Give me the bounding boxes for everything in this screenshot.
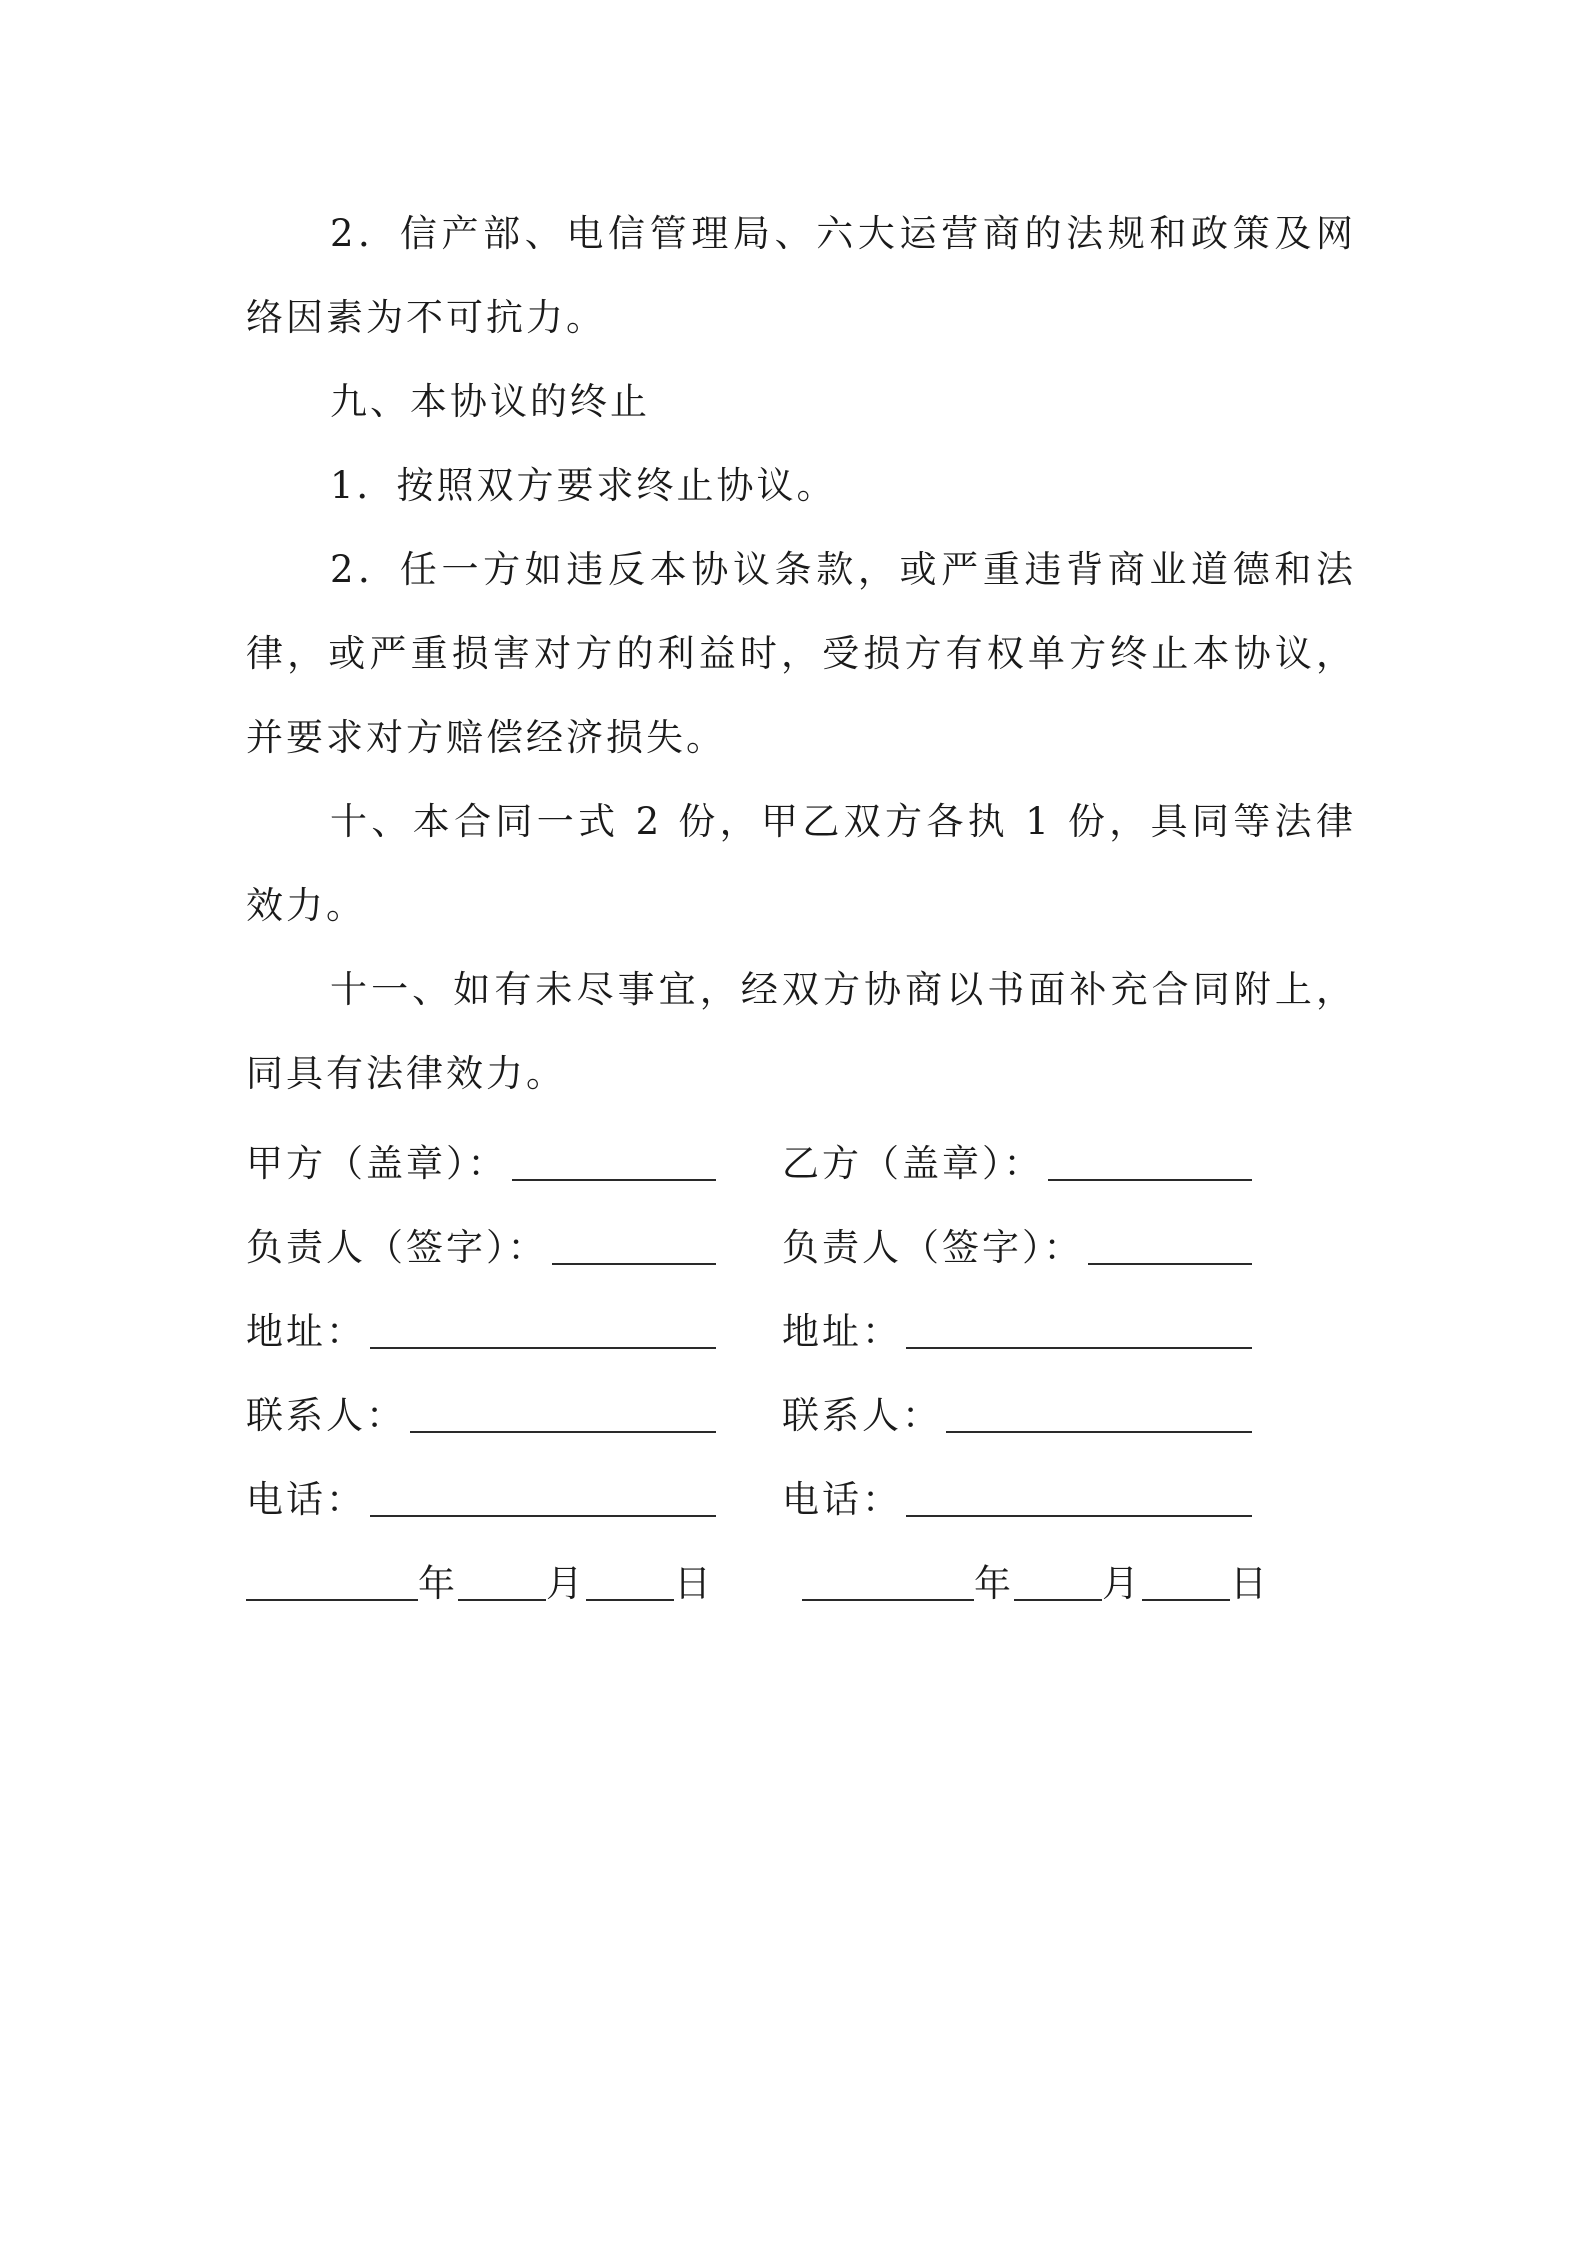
party-a-phone-blank	[370, 1475, 716, 1517]
party-b-person-label: 负责人（签字）：	[782, 1226, 1084, 1269]
party-b-date	[802, 1538, 1272, 1622]
signature-row-phone	[246, 1454, 1356, 1538]
party-a-phone-label: 电话：	[246, 1478, 366, 1521]
party-b-day-label: 日	[1230, 1562, 1270, 1605]
party-a-day-blank	[586, 1559, 674, 1601]
party-a-seal	[246, 1118, 716, 1202]
party-b-day-blank	[1142, 1559, 1230, 1601]
party-a-person-blank	[552, 1223, 717, 1265]
party-b-address-label: 地址：	[782, 1310, 902, 1353]
party-b-address-blank	[906, 1307, 1252, 1349]
paragraph-termination-1: 1．按照双方要求终止协议。	[330, 464, 837, 507]
party-a-date	[246, 1538, 716, 1622]
party-a-month-blank	[458, 1559, 546, 1601]
party-a-month-label: 月	[546, 1562, 586, 1605]
signature-row-contact	[246, 1370, 1356, 1454]
signature-row-person	[246, 1202, 1356, 1286]
party-b-phone-label: 电话：	[782, 1478, 902, 1521]
party-b-phone-blank	[906, 1475, 1252, 1517]
party-a-person	[246, 1202, 716, 1286]
signature-row-address	[246, 1286, 1356, 1370]
heading-termination: 九、本协议的终止	[330, 380, 650, 423]
party-a-address	[246, 1286, 716, 1370]
paragraph-supplement: 十一、如有未尽事宜，经双方协商以书面补充合同附上，同具有法律效力。	[246, 968, 1356, 1095]
party-b-seal-label: 乙方（盖章）：	[782, 1142, 1044, 1185]
signature-block	[246, 1118, 1356, 1622]
party-b-seal-blank	[1048, 1139, 1253, 1181]
party-b-person-blank	[1088, 1223, 1253, 1265]
signature-row-seal	[246, 1118, 1356, 1202]
party-a-person-label: 负责人（签字）：	[246, 1226, 548, 1269]
party-a-day-label: 日	[674, 1562, 714, 1605]
party-b-contact-blank	[946, 1391, 1252, 1433]
party-b-address	[782, 1286, 1252, 1370]
party-a-address-label: 地址：	[246, 1310, 366, 1353]
party-b-contact	[782, 1370, 1252, 1454]
paragraph-force-majeure: 2．信产部、电信管理局、六大运营商的法规和政策及网络因素为不可抗力。	[246, 212, 1356, 339]
party-a-year-blank	[246, 1559, 418, 1601]
paragraph-copies: 十、本合同一式 2 份，甲乙双方各执 1 份，具同等法律效力。	[246, 800, 1356, 927]
party-b-phone	[782, 1454, 1252, 1538]
party-b-year-label: 年	[974, 1562, 1014, 1605]
party-a-seal-label: 甲方（盖章）：	[246, 1142, 508, 1185]
party-b-year-blank	[802, 1559, 974, 1601]
party-b-month-blank	[1014, 1559, 1102, 1601]
party-a-seal-blank	[512, 1139, 717, 1181]
signature-row-date	[246, 1538, 1356, 1622]
party-b-month-label: 月	[1102, 1562, 1142, 1605]
party-b-seal	[782, 1118, 1252, 1202]
party-a-contact	[246, 1370, 716, 1454]
paragraph-termination-2: 2．任一方如违反本协议条款，或严重违背商业道德和法律，或严重损害对方的利益时，受损方有权单方终止本协议，并要求对方赔偿经济损失。	[246, 548, 1356, 759]
party-a-phone	[246, 1454, 716, 1538]
party-a-year-label: 年	[418, 1562, 458, 1605]
party-a-contact-blank	[410, 1391, 716, 1433]
party-a-address-blank	[370, 1307, 716, 1349]
party-a-contact-label: 联系人：	[246, 1394, 406, 1437]
contract-body	[246, 192, 1356, 1116]
party-b-contact-label: 联系人：	[782, 1394, 942, 1437]
party-b-person	[782, 1202, 1252, 1286]
